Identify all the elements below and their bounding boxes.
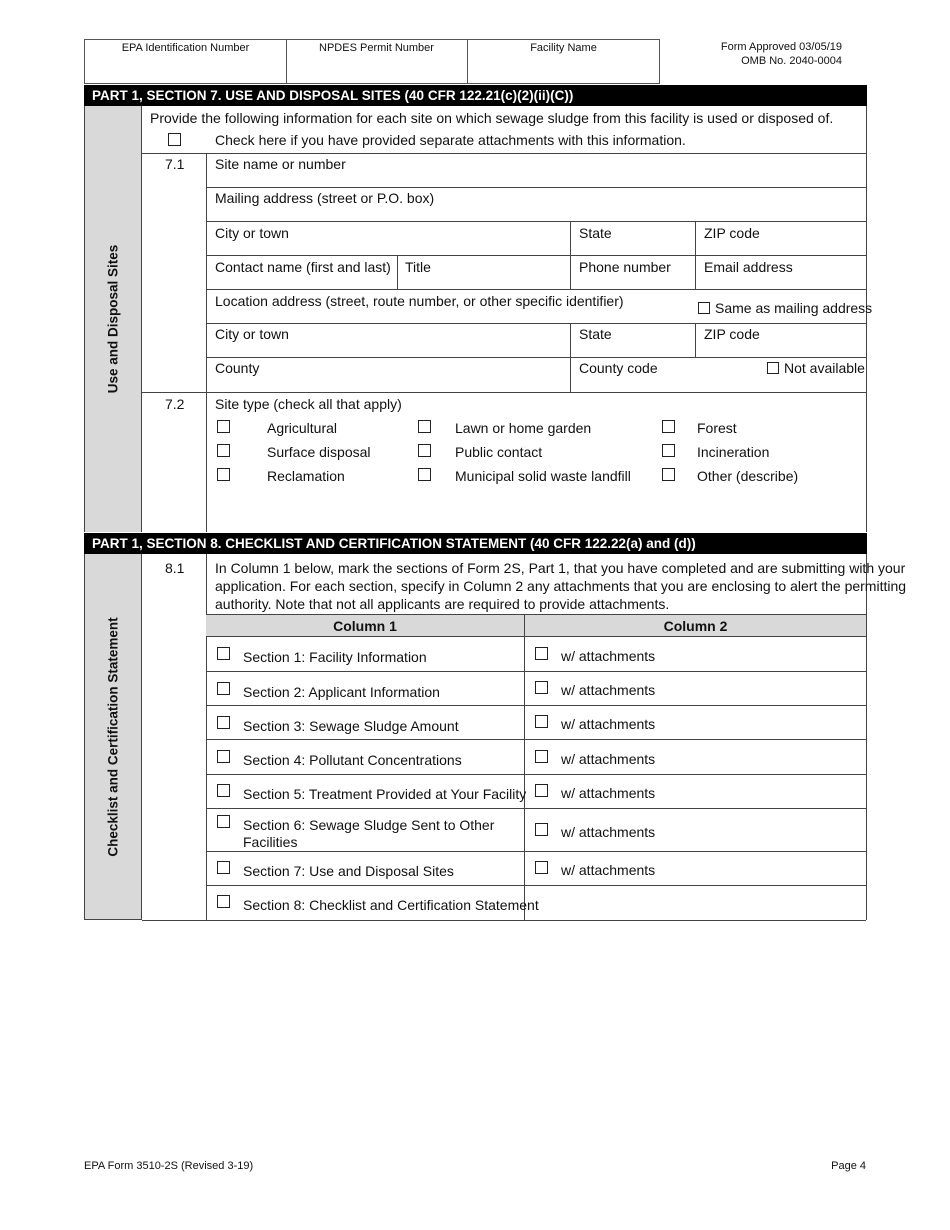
- column-2-checkbox[interactable]: [535, 681, 548, 694]
- site-type-option: Municipal solid waste landfill: [455, 468, 631, 484]
- site-type-checkbox[interactable]: [662, 468, 675, 481]
- state-field[interactable]: State: [579, 225, 612, 241]
- site-type-option: Other (describe): [697, 468, 799, 484]
- not-available-checkbox[interactable]: [767, 362, 779, 374]
- footer-page-number: Page 4: [831, 1160, 866, 1172]
- site-type-checkbox[interactable]: [418, 468, 431, 481]
- item-7-1-number: 7.1: [165, 156, 185, 172]
- attachments-label: w/ attachments: [561, 648, 656, 664]
- footer-form-number: EPA Form 3510-2S (Revised 3-19): [84, 1160, 254, 1172]
- site-name-field[interactable]: Site name or number: [215, 156, 346, 172]
- column-2-checkbox[interactable]: [535, 823, 548, 836]
- location-state-field[interactable]: State: [579, 326, 612, 342]
- column-1-checkbox[interactable]: [217, 647, 230, 660]
- site-type-checkbox[interactable]: [662, 444, 675, 457]
- checklist-section-label: Section 4: Pollutant Concentrations: [243, 752, 462, 768]
- column-2-checkbox[interactable]: [535, 861, 548, 874]
- site-type-option: Forest: [697, 420, 737, 436]
- column-1-checkbox[interactable]: [217, 861, 230, 874]
- site-type-option: Surface disposal: [267, 444, 371, 460]
- column-2-checkbox[interactable]: [535, 647, 548, 660]
- column-2-label: Column 2: [663, 618, 728, 634]
- county-field[interactable]: County: [215, 360, 260, 376]
- column-1-checkbox[interactable]: [217, 716, 230, 729]
- site-type-option: Lawn or home garden: [455, 420, 592, 436]
- location-address-field[interactable]: Location address (street, route number, or other specific identifier): [215, 293, 624, 309]
- item-7-2-number: 7.2: [165, 396, 185, 412]
- column-1-label: Column 1: [333, 618, 397, 634]
- checklist-section-label: Section 7: Use and Disposal Sites: [243, 863, 454, 879]
- section8-intro-line: In Column 1 below, mark the sections of Form 2S, Part 1, that you have completed and are submitting with your: [215, 560, 906, 576]
- column-2-header: [524, 614, 866, 637]
- epa-id-label: EPA Identification Number: [121, 42, 250, 54]
- column-2-checkbox[interactable]: [535, 715, 548, 728]
- site-type-checkbox[interactable]: [662, 420, 675, 433]
- section7-title-bar: [84, 85, 867, 106]
- site-type-option: Incineration: [697, 444, 770, 460]
- site-type-option: Reclamation: [267, 468, 345, 484]
- omb-number: OMB No. 2040-0004: [741, 55, 842, 67]
- facility-name-label: Facility Name: [530, 42, 597, 54]
- facility-name-field[interactable]: [467, 40, 660, 83]
- site-type-option: Public contact: [455, 444, 543, 460]
- npdes-label: NPDES Permit Number: [319, 42, 434, 54]
- checklist-section-label: Section 3: Sewage Sludge Amount: [243, 718, 459, 734]
- zip-field[interactable]: ZIP code: [704, 225, 760, 241]
- column-1-checkbox[interactable]: [217, 682, 230, 695]
- site-type-checkbox[interactable]: [418, 420, 431, 433]
- site-type-checkbox[interactable]: [217, 420, 230, 433]
- section8-side-label: Checklist and Certification Statement: [105, 616, 121, 857]
- attachments-check-label: Check here if you have provided separate attachments with this information.: [215, 132, 686, 148]
- attachments-label: w/ attachments: [561, 785, 656, 801]
- email-field[interactable]: Email address: [704, 259, 793, 275]
- checklist-section-label-cont: Facilities: [243, 834, 298, 850]
- section8-title: PART 1, SECTION 8. CHECKLIST AND CERTIFICATION STATEMENT (40 CFR 122.22(a) and (d)): [92, 536, 696, 551]
- site-type-label: Site type (check all that apply): [215, 396, 402, 412]
- column-1-checkbox[interactable]: [217, 895, 230, 908]
- section7-title: PART 1, SECTION 7. USE AND DISPOSAL SITES (40 CFR 122.21(c)(2)(ii)(C)): [92, 88, 574, 103]
- form-header: [84, 39, 660, 84]
- section7-side-label: Use and Disposal Sites: [105, 244, 121, 394]
- section7-side-panel: [84, 106, 142, 532]
- city-field[interactable]: City or town: [215, 225, 289, 241]
- attachments-label: w/ attachments: [561, 716, 656, 732]
- attachments-checkbox[interactable]: [168, 133, 181, 146]
- site-type-checkbox[interactable]: [217, 468, 230, 481]
- contact-title-field[interactable]: Title: [405, 259, 431, 275]
- attachments-label: w/ attachments: [561, 862, 656, 878]
- attachments-label: w/ attachments: [561, 751, 656, 767]
- county-code-field[interactable]: County code: [579, 360, 658, 376]
- mailing-address-field[interactable]: Mailing address (street or P.O. box): [215, 190, 435, 206]
- location-city-field[interactable]: City or town: [215, 326, 289, 342]
- section8-side-panel: [84, 554, 142, 920]
- checklist-section-label: Section 1: Facility Information: [243, 649, 427, 665]
- epa-id-field[interactable]: [85, 40, 287, 83]
- column-2-checkbox[interactable]: [535, 750, 548, 763]
- site-type-option: Agricultural: [267, 420, 338, 436]
- form-approval: [660, 40, 842, 68]
- same-as-mailing-checkbox[interactable]: [698, 302, 710, 314]
- column-1-checkbox[interactable]: [217, 815, 230, 828]
- same-as-mailing-label: Same as mailing address: [715, 300, 873, 316]
- npdes-field[interactable]: [286, 40, 468, 83]
- column-1-header: [206, 614, 524, 637]
- checklist-section-label: Section 6: Sewage Sludge Sent to Other: [243, 817, 495, 833]
- section8-title-bar: [84, 533, 867, 554]
- attachments-label: w/ attachments: [561, 824, 656, 840]
- attachments-label: w/ attachments: [561, 682, 656, 698]
- column-2-checkbox[interactable]: [535, 784, 548, 797]
- form-approved-text: Form Approved 03/05/19: [720, 41, 842, 53]
- checklist-section-label: Section 2: Applicant Information: [243, 684, 440, 700]
- item-8-1-number: 8.1: [165, 560, 185, 576]
- section7-intro: Provide the following information for each site on which sewage sludge from this facility is used or disposed of.: [150, 110, 834, 126]
- column-1-checkbox[interactable]: [217, 750, 230, 763]
- not-available-option[interactable]: [767, 360, 865, 376]
- phone-field[interactable]: Phone number: [579, 259, 671, 275]
- column-1-checkbox[interactable]: [217, 784, 230, 797]
- site-type-checkbox[interactable]: [418, 444, 431, 457]
- site-type-checkbox[interactable]: [217, 444, 230, 457]
- checklist-section-label: Section 5: Treatment Provided at Your Facility: [243, 786, 527, 802]
- same-as-mailing-option[interactable]: [698, 300, 872, 316]
- section8-intro-line: authority. Note that not all applicants are required to provide attachments.: [215, 596, 670, 612]
- contact-name-field[interactable]: Contact name (first and last): [215, 259, 391, 275]
- section8-intro-line: application. For each section, specify in Column 2 any attachments that you are enclosing to alert the permitting: [215, 578, 907, 594]
- location-zip-field[interactable]: ZIP code: [704, 326, 760, 342]
- not-available-label: Not available: [784, 360, 865, 376]
- checklist-section-label: Section 8: Checklist and Certification Statement: [243, 897, 539, 913]
